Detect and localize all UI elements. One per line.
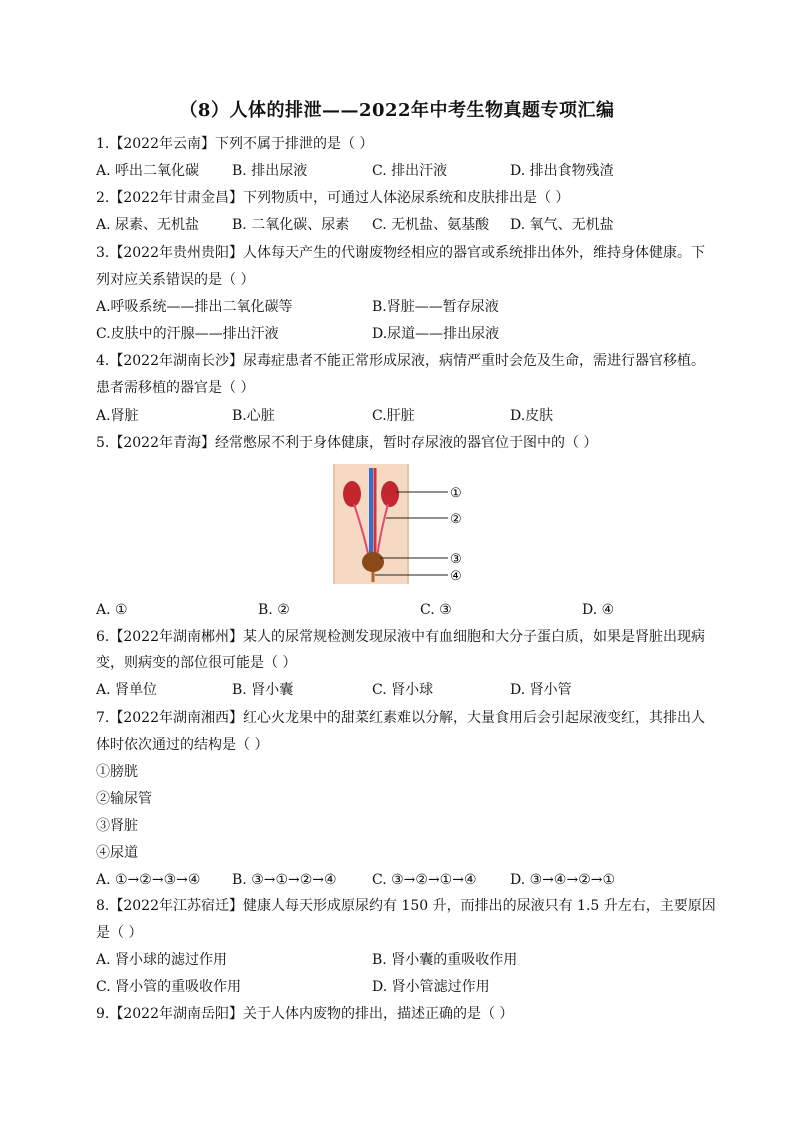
question-7-item-2: ②输尿管 — [96, 791, 152, 807]
question-5-option-b: B. ② — [258, 602, 290, 618]
question-4-option-a: A.肾脏 — [96, 408, 139, 424]
question-7-item-1: ①膀胱 — [96, 764, 138, 780]
question-6-option-d: D. 肾小管 — [510, 682, 572, 698]
question-6-stem-line2: 变，则病变的部位很可能是（ ） — [96, 655, 297, 671]
right-kidney — [381, 481, 399, 507]
question-5-stem: 5.【2022年青海】经常憋尿不利于身体健康，暂时存尿液的器官位于图中的（ ） — [96, 435, 598, 451]
question-2-stem: 2.【2022年甘肃金昌】下列物质中，可通过人体泌尿系统和皮肤排出是（ ） — [96, 190, 570, 206]
question-3-option-d: D.尿道——排出尿液 — [372, 326, 500, 342]
question-7-option-b: B. ③→①→②→④ — [232, 872, 337, 888]
question-1-option-a: A. 呼出二氧化碳 — [96, 163, 200, 179]
question-7-item-4: ④尿道 — [96, 845, 138, 861]
question-8-option-d: D. 肾小管滤过作用 — [372, 979, 490, 995]
question-4-option-d: D.皮肤 — [510, 408, 554, 424]
question-6-option-b: B. 肾小囊 — [232, 682, 294, 698]
question-3-option-c: C.皮肤中的汗腺——排出汗液 — [96, 326, 279, 342]
question-4-stem-line1: 4.【2022年湖南长沙】尿毒症患者不能正常形成尿液，病情严重时会危及生命，需进行器官移植。 — [96, 353, 705, 369]
question-8-stem-line2: 是（ ） — [96, 925, 143, 941]
question-1-option-c: C. 排出汗液 — [372, 163, 448, 179]
figure-label-2: ② — [450, 512, 462, 527]
figure-label-4: ④ — [450, 569, 462, 584]
question-7-stem-line1: 7.【2022年湖南湘西】红心火龙果中的甜菜红素难以分解，大量食用后会引起尿液变红，其排出人 — [96, 710, 705, 726]
question-2-option-d: D. 氧气、无机盐 — [510, 217, 614, 233]
question-7-stem-line2: 体时依次通过的结构是（ ） — [96, 737, 269, 753]
question-4-option-c: C.肝脏 — [372, 408, 415, 424]
question-8-option-b: B. 肾小囊的重吸收作用 — [372, 952, 518, 968]
question-8-option-c: C. 肾小管的重吸收作用 — [96, 979, 242, 995]
question-5-option-c: C. ③ — [420, 602, 452, 618]
bladder — [362, 552, 384, 572]
question-7-item-3: ③肾脏 — [96, 818, 138, 834]
question-2-option-a: A. 尿素、无机盐 — [96, 217, 200, 233]
left-kidney — [343, 481, 361, 507]
question-7-option-d: D. ③→④→②→① — [510, 872, 616, 888]
question-1-stem: 1.【2022年云南】下列不属于排泄的是（ ） — [96, 136, 374, 152]
question-1-option-b: B. 排出尿液 — [232, 163, 308, 179]
question-3-stem-line1: 3.【2022年贵州贵阳】人体每天产生的代谢废物经相应的器官或系统排出体外，维持身体健康。下 — [96, 245, 705, 261]
urinary-system-figure — [330, 464, 470, 584]
question-5-option-a: A. ① — [96, 602, 128, 618]
page-title: （8）人体的排泄——2022年中考生物真题专项汇编 — [179, 100, 615, 121]
question-4-stem-line2: 患者需移植的器官是（ ） — [96, 380, 255, 396]
question-1-option-d: D. 排出食物残渣 — [510, 163, 614, 179]
question-7-option-a: A. ①→②→③→④ — [96, 872, 201, 888]
figure-label-3: ③ — [450, 552, 462, 567]
question-8-option-a: A. 肾小球的滤过作用 — [96, 952, 228, 968]
question-6-option-a: A. 肾单位 — [96, 682, 158, 698]
question-7-option-c: C. ③→②→①→④ — [372, 872, 477, 888]
question-3-option-b: B.肾脏——暂存尿液 — [372, 299, 499, 315]
question-6-option-c: C. 肾小球 — [372, 682, 434, 698]
question-2-option-b: B. 二氧化碳、尿素 — [232, 217, 350, 233]
question-6-stem-line1: 6.【2022年湖南郴州】某人的尿常规检测发现尿液中有血细胞和大分子蛋白质，如果是肾脏出现病 — [96, 629, 705, 645]
question-2-option-c: C. 无机盐、氨基酸 — [372, 217, 490, 233]
question-3-option-a: A.呼吸系统——排出二氧化碳等 — [96, 299, 293, 315]
question-9-stem: 9.【2022年湖南岳阳】关于人体内废物的排出，描述正确的是（ ） — [96, 1006, 514, 1022]
figure-label-1: ① — [450, 486, 462, 501]
question-3-stem-line2: 列对应关系错误的是（ ） — [96, 272, 255, 288]
question-5-option-d: D. ④ — [582, 602, 615, 618]
question-8-stem-line1: 8.【2022年江苏宿迁】健康人每天形成原尿约有 150 升，而排出的尿液只有 1.5 升左右，主要原因 — [96, 898, 716, 914]
question-4-option-b: B.心脏 — [232, 408, 275, 424]
